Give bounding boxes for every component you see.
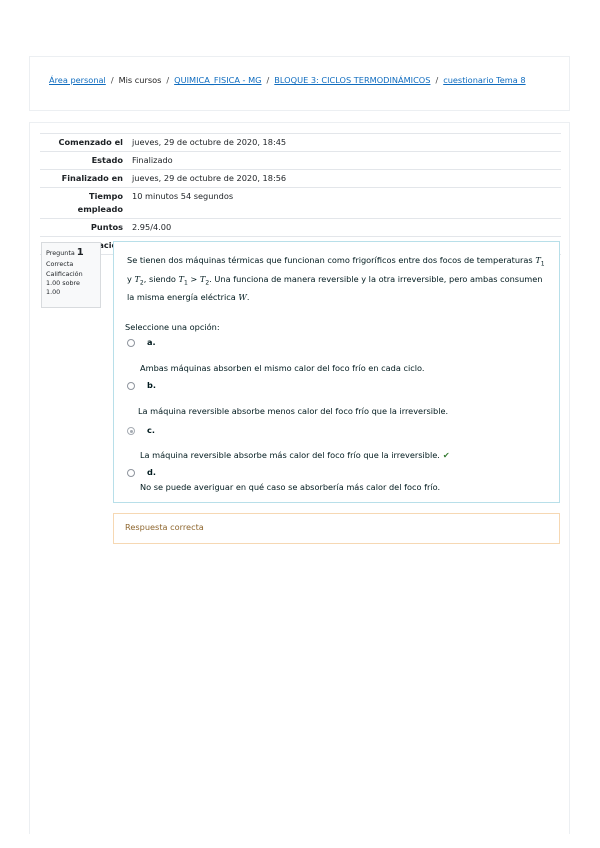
question-info: [41, 242, 101, 308]
option-b-text[interactable]: La máquina reversible absorbe menos calor del foco frío que la irreversible.: [138, 406, 449, 416]
option-c-text[interactable]: La máquina reversible absorbe más calor del foco frío que la irreversible. ✔: [140, 450, 450, 460]
summary-value: 2.95/4.00: [128, 219, 561, 237]
quiz-review-card: [29, 122, 570, 834]
summary-label: Finalizado en: [40, 170, 128, 188]
summary-row-finished: [40, 170, 561, 188]
option-d-letter: d.: [147, 467, 156, 477]
summary-row-points: [40, 219, 561, 237]
check-icon: ✔: [442, 450, 450, 460]
summary-value: jueves, 29 de octubre de 2020, 18:45: [128, 134, 561, 152]
breadcrumb-course[interactable]: QUIMICA_FISICA - MG: [174, 75, 262, 85]
option-b-letter: b.: [147, 380, 156, 390]
option-a-letter: a.: [147, 337, 156, 347]
breadcrumb-block[interactable]: BLOQUE 3: CICLOS TERMODINÁMICOS: [274, 75, 431, 85]
option-c-letter: c.: [147, 425, 155, 435]
option-d-radio[interactable]: [127, 469, 135, 477]
breadcrumb-quiz[interactable]: cuestionario Tema 8: [443, 75, 526, 85]
breadcrumb-mis-cursos: Mis cursos: [118, 75, 162, 85]
summary-row-time: [40, 188, 561, 219]
question-state: Correcta: [46, 260, 74, 268]
answer-prompt: Seleccione una opción:: [125, 322, 220, 332]
breadcrumb-area-personal[interactable]: Área personal: [49, 75, 106, 85]
summary-row-started: [40, 134, 561, 152]
question-number: 1: [76, 247, 84, 258]
summary-label: Tiempo empleado: [40, 188, 128, 219]
summary-value: jueves, 29 de octubre de 2020, 18:56: [128, 170, 561, 188]
question-text: Se tienen dos máquinas térmicas que funcionan como frigoríficos entre dos focos de temperaturas $T_1$ y $T_2$, siendo $T_1 > T_2$. Una funciona de manera reversible y la otra irreversible, pero ambas consumen la misma energía eléctrica W.: [127, 255, 545, 303]
question-grade: Calificación 1.00 sobre 1.00: [46, 270, 83, 296]
question-content: [113, 241, 560, 503]
summary-label: Estado: [40, 152, 128, 170]
breadcrumb: Área personal / Mis cursos / QUIMICA_FISICA - MG / BLOQUE 3: CICLOS TERMODINÁMICOS / cuestionario Tema 8: [49, 75, 526, 85]
option-d-text[interactable]: No se puede averiguar en qué caso se absorbería más calor del foco frío.: [140, 482, 441, 492]
feedback-box: [113, 513, 560, 544]
breadcrumb-card: [29, 56, 570, 111]
option-a-text[interactable]: Ambas máquinas absorben el mismo calor del foco frío en cada ciclo.: [140, 363, 425, 373]
summary-label: Puntos: [40, 219, 128, 237]
summary-label: Comenzado el: [40, 134, 128, 152]
feedback-text: Respuesta correcta: [125, 522, 204, 532]
option-a-radio[interactable]: [127, 339, 135, 347]
option-b-radio[interactable]: [127, 382, 135, 390]
summary-value: Finalizado: [128, 152, 561, 170]
summary-row-state: [40, 152, 561, 170]
option-c-radio[interactable]: [127, 427, 135, 435]
question-label: Pregunta: [46, 249, 75, 257]
attempt-summary-table: [40, 133, 561, 255]
summary-value: 10 minutos 54 segundos: [128, 188, 561, 219]
